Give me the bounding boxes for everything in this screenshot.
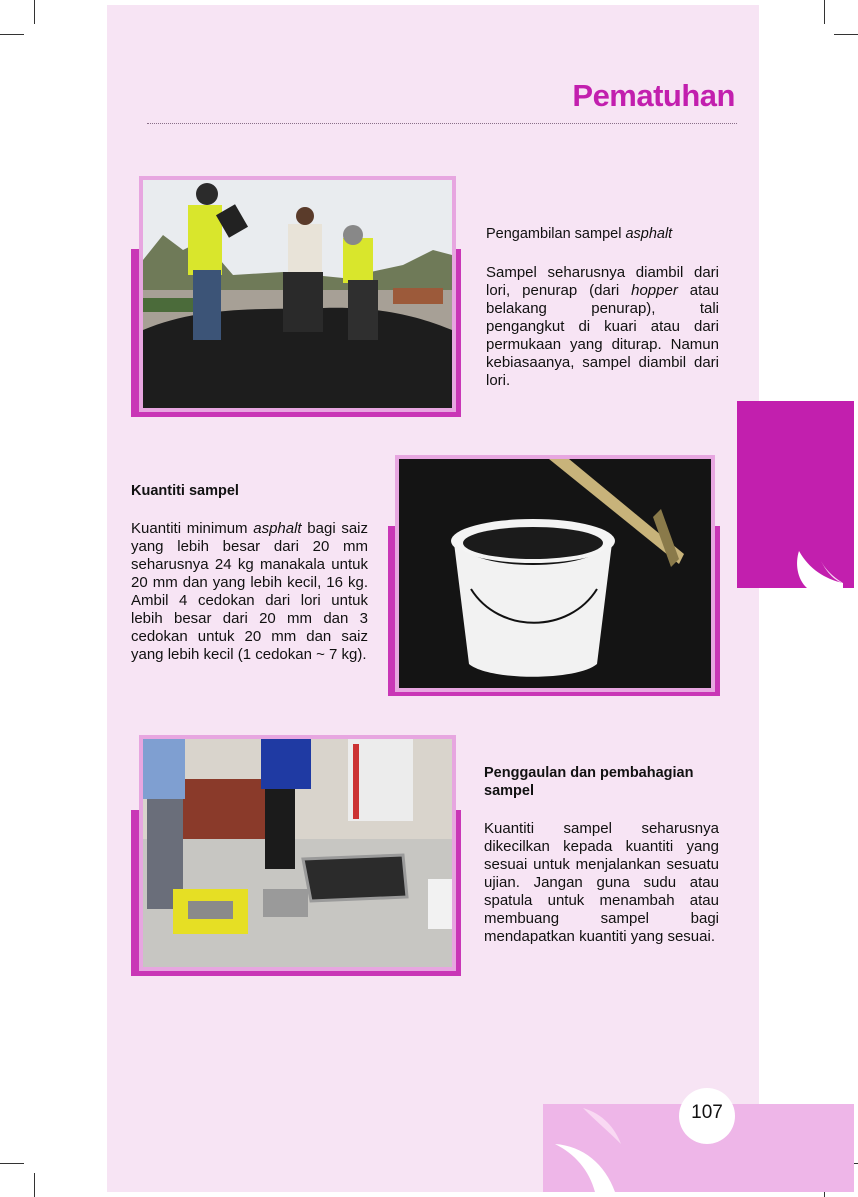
section-3-body: Kuantiti sampel seharusnya dikecilkan kepada kuantiti yang sesuai untuk menjalankan sesuatu ujian. Jangan guna sudu atau spatula untuk menambah atau membuang sampel bagi mendapatkan kuantiti yang sesuai. bbox=[484, 820, 719, 945]
section-2-body-part1: Kuantiti minimum bbox=[131, 520, 254, 537]
crop-mark bbox=[34, 1173, 35, 1197]
section-1-body-part1: Sampel seharusnya diambil dari lori, penurap (dari bbox=[486, 264, 719, 299]
section-1-heading-italic: asphalt bbox=[625, 226, 673, 242]
lab-photo-illustration bbox=[143, 739, 452, 967]
crop-mark bbox=[824, 0, 825, 24]
crop-mark bbox=[0, 1163, 24, 1164]
section-1-body-part2: atau belakang penurap), tali pengangkut di kuari atau dari permukaan yang diturap. Namun kebiasaanya, sampel diambil dari lori. bbox=[486, 282, 719, 389]
crop-mark bbox=[0, 34, 24, 35]
sample-splitting-lab-photo bbox=[139, 735, 456, 971]
page-title: Pematuhan bbox=[572, 78, 735, 113]
section-2-body-part2: bagi saiz yang lebih besar dari 20 mm seharusnya 24 kg manakala untuk 20 mm dan yang lebih kecil, 16 kg. Ambil 4 cedokan dari lori untuk lebih besar dari 20 mm dan 3 cedokan untuk 20 mm dan saiz yang lebih kecil (1 cedokan ~ 7 kg). bbox=[131, 520, 369, 663]
title-divider bbox=[147, 123, 737, 124]
page-number: 107 bbox=[691, 1102, 723, 1123]
section-3-heading: Penggaulan dan pembahagian sampel bbox=[484, 765, 694, 799]
asphalt-sampling-photo bbox=[139, 176, 456, 412]
section-1-body-italic: hopper bbox=[631, 282, 678, 299]
crop-mark bbox=[34, 0, 35, 24]
chapter-side-tab bbox=[737, 401, 854, 588]
section-2-body bbox=[131, 520, 368, 664]
section-1-heading bbox=[486, 225, 726, 243]
bucket-photo-illustration bbox=[399, 459, 711, 688]
swoosh-icon bbox=[737, 401, 854, 588]
asphalt-bucket-photo bbox=[395, 455, 715, 692]
section-1-heading-text: Pengambilan sampel bbox=[486, 226, 626, 242]
crop-mark bbox=[834, 34, 858, 35]
section-2-heading: Kuantiti sampel bbox=[131, 483, 239, 499]
sampling-photo-illustration bbox=[143, 180, 452, 408]
section-2-body-italic: asphalt bbox=[253, 520, 302, 537]
section-1-body bbox=[486, 264, 719, 390]
